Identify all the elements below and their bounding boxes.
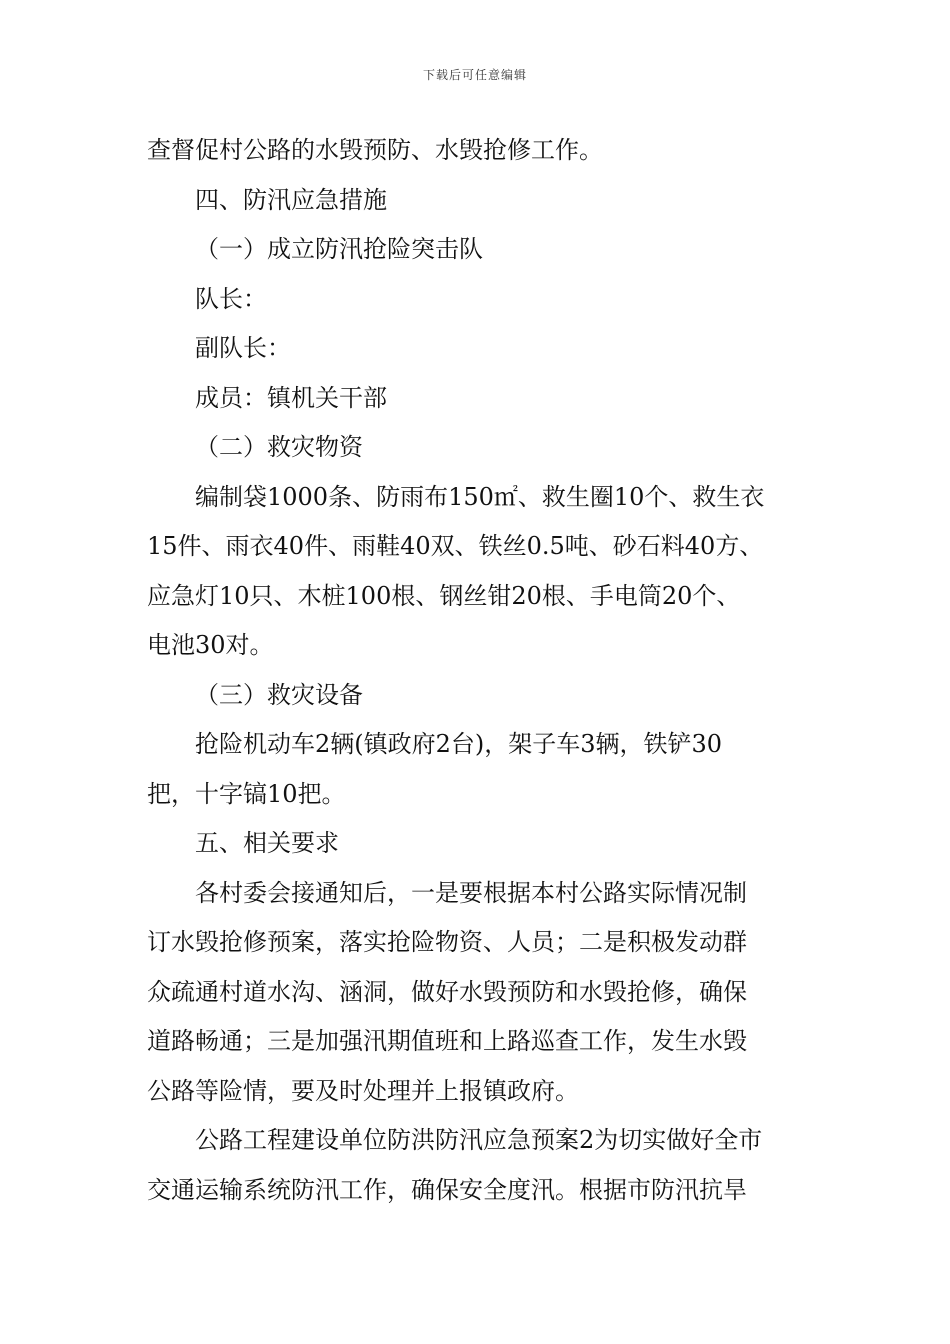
body-line: 编制袋1000条、防雨布150㎡、救生圈10个、救生衣 [195,482,765,511]
page-header-note: 下载后可任意编辑 [422,68,527,82]
body-line: 公路等险情，要及时处理并上报镇政府。 [147,1076,579,1105]
body-line: 把，十字镐10把。 [147,779,346,808]
body-line: 副队长： [195,334,291,362]
subsection-heading: （一）成立防汛抢险突击队 [195,235,483,263]
body-line: 道路畅通；三是加强汛期值班和上路巡查工作，发生水毁 [147,1027,747,1055]
subsection-heading: （三）救灾设备 [195,680,363,709]
subsection-heading: （二）救灾物资 [195,433,363,461]
body-line: 成员：镇机关干部 [195,383,387,412]
section-heading: 五、相关要求 [195,829,339,857]
document-body [147,126,812,1215]
body-line: 订水毁抢修预案，落实抢险物资、人员；二是积极发动群 [147,928,747,956]
body-line: 队长： [195,284,267,313]
body-line: 各村委会接通知后，一是要根据本村公路实际情况制 [195,878,747,907]
body-line: 交通运输系统防汛工作，确保安全度汛。根据市防汛抗旱 [147,1175,747,1204]
section-heading: 四、防汛应急措施 [195,185,387,214]
body-line: 15件、雨衣40件、雨鞋40双、铁丝0.5吨、砂石料40方、 [147,532,764,560]
body-line: 公路工程建设单位防洪防汛应急预案2为切实做好全市 [195,1126,763,1154]
body-line: 查督促村公路的水毁预防、水毁抢修工作。 [147,136,603,164]
body-line: 应急灯10只、木桩100根、钢丝钳20根、手电筒20个、 [147,581,741,610]
body-line: 抢险机动车2辆(镇政府2台)，架子车3辆，铁铲30 [195,730,723,758]
body-line: 电池30对。 [147,631,274,659]
body-line: 众疏通村道水沟、涵洞，做好水毁预防和水毁抢修，确保 [147,977,747,1006]
